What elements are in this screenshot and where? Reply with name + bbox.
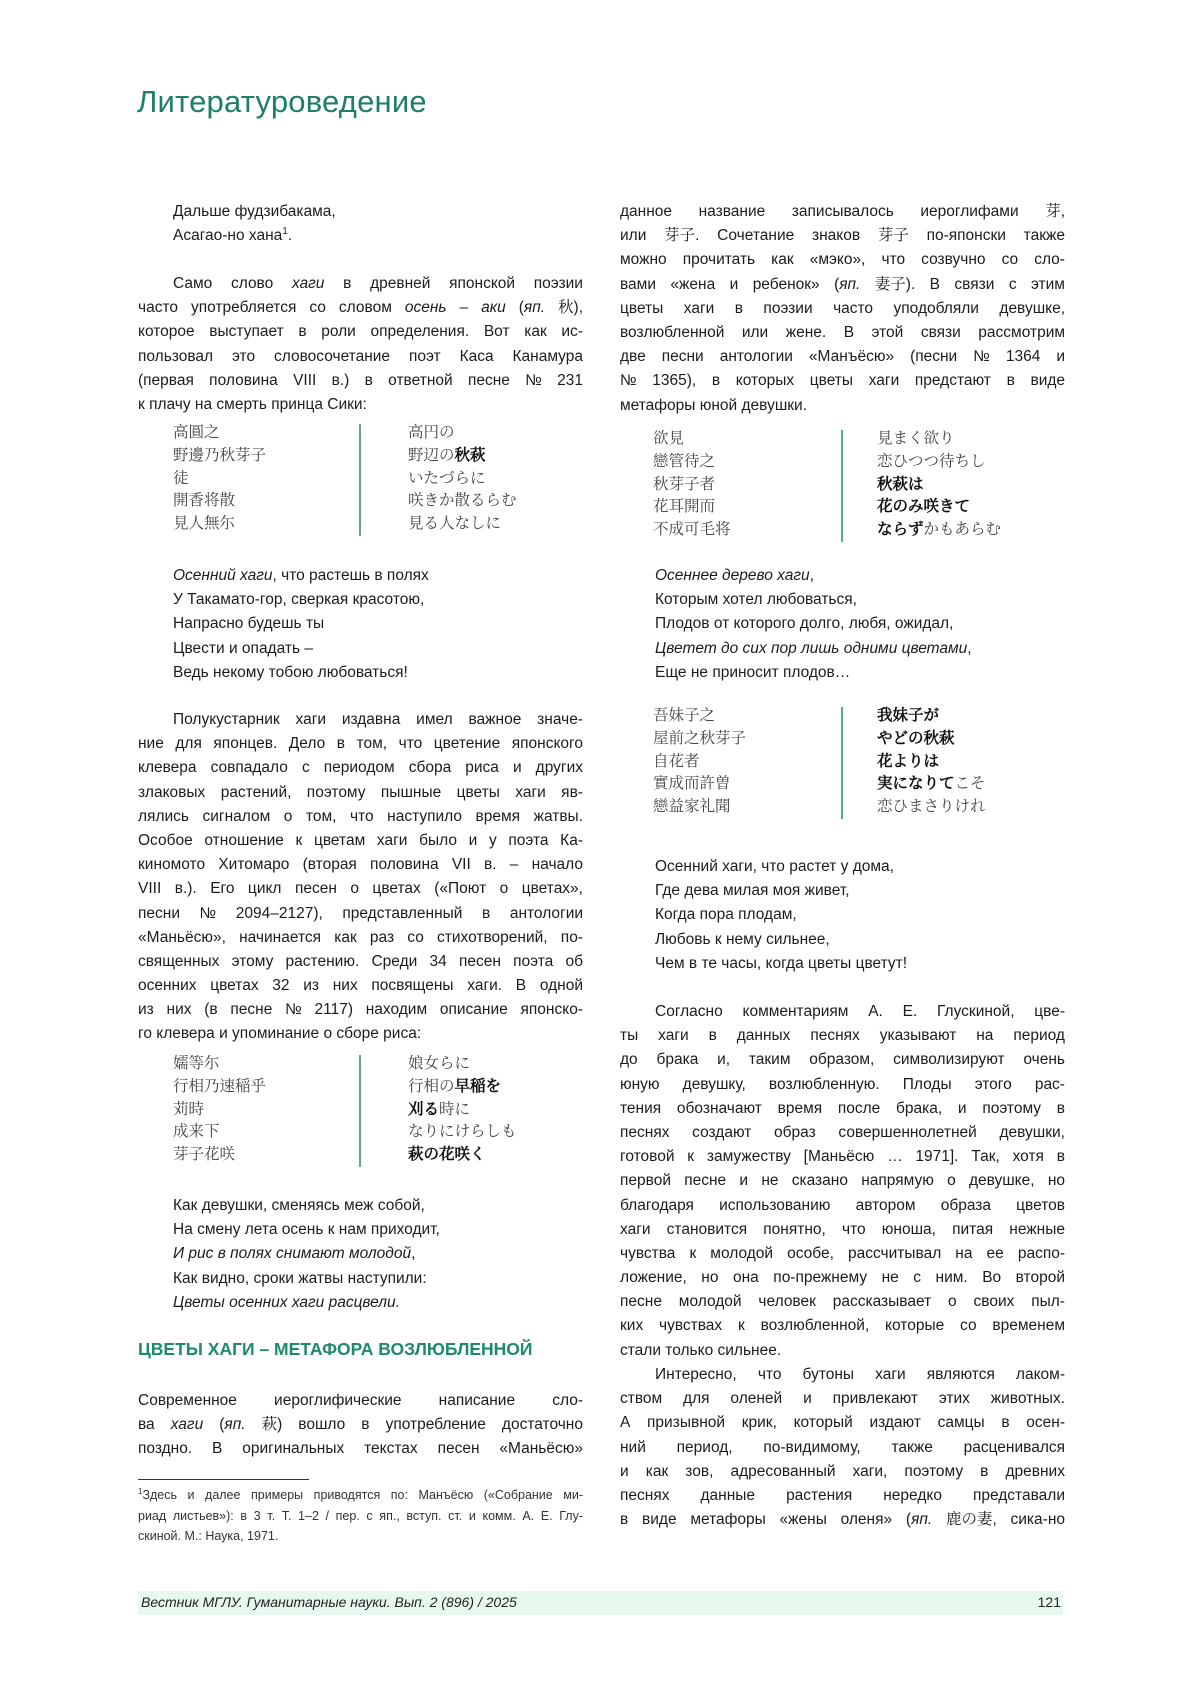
footnote-marker: 1: [138, 1487, 142, 1496]
text-segment: 欲見: [653, 430, 684, 447]
text-segment: священных этому растению. Среди 34 песен поэта об: [138, 953, 583, 970]
text-segment: 秋),: [545, 299, 583, 316]
text-segment: песнях создают образ совершеннолетней девушки,: [620, 1124, 1065, 1141]
text-line: [620, 1073, 1066, 1097]
text-segment: пользовал это словосочетание поэт Каса Канамура: [138, 348, 583, 365]
text-line: [173, 612, 584, 636]
text-line: [138, 296, 584, 320]
text-line: [138, 393, 584, 417]
text-segment: 咲きか散るらむ: [408, 492, 517, 509]
text-line: [138, 998, 584, 1022]
text-line: [620, 369, 1066, 393]
text-line: [655, 612, 1066, 636]
italic-text: Осеннее дерево хаги: [655, 567, 810, 584]
text-line: [655, 637, 1066, 661]
text-segment: благодаря использованию автором образа цветов: [620, 1197, 1065, 1214]
text-segment: ством для оленей и привлекают этих животных.: [620, 1390, 1065, 1407]
text-segment: Дальше фудзибакама,: [173, 203, 336, 220]
italic-text: яп.: [524, 299, 545, 316]
bold-text: ならず: [877, 521, 924, 538]
text-line: [620, 1339, 1066, 1363]
text-segment: к плачу на смерть принца Сики:: [138, 396, 367, 413]
text-line: [173, 513, 266, 536]
text-segment: скиной. М.: Наука, 1971.: [138, 1529, 278, 1543]
column-divider: [359, 1055, 361, 1167]
text-line: [620, 1048, 1066, 1072]
text-line: [653, 705, 746, 728]
text-segment: .: [288, 227, 292, 244]
text-line: [173, 1099, 266, 1122]
text-segment: Само слово: [173, 275, 292, 292]
text-line: [877, 496, 1001, 519]
bold-text: 花のみ咲きて: [877, 498, 970, 515]
text-segment: первой песне и не сказано напрямую о девушке, но: [620, 1172, 1065, 1189]
text-line: [877, 451, 1001, 474]
text-line: [655, 879, 1066, 903]
text-line: [408, 468, 517, 491]
paragraph: [620, 1363, 1066, 1532]
text-line: [173, 1218, 584, 1242]
text-segment: 開香将散: [173, 492, 235, 509]
text-line: [877, 796, 986, 819]
text-line: [408, 445, 517, 468]
text-line: [408, 490, 517, 513]
text-segment: ложение, но она по-прежнему не с ним. Во второй: [620, 1269, 1065, 1286]
text-segment: риад листьев»): в 3 т. Т. 1–2 / пер. с яп., вступ. ст. и комм. А. Е. Глу-: [138, 1509, 583, 1523]
italic-text: Цветет до сих пор лишь одними цветами: [655, 640, 967, 657]
text-line: [138, 272, 584, 296]
text-segment: из них (в песне № 2117) находим описание японско-: [138, 1001, 583, 1018]
text-line: [173, 224, 584, 248]
text-line: [173, 1144, 266, 1167]
text-line: [173, 422, 266, 445]
text-segment: Современное иероглифические написание сло-: [138, 1392, 583, 1409]
poem-translation: [620, 855, 1066, 976]
text-line: [620, 1411, 1066, 1435]
text-line: [173, 588, 584, 612]
bold-text: 実になりて: [877, 775, 955, 792]
text-line: [655, 952, 1066, 976]
text-segment: или 芽子. Сочетание знаков 芽子 по-японски также: [620, 227, 1065, 244]
text-segment: 苅時: [173, 1101, 204, 1118]
text-line: [138, 1485, 584, 1506]
text-line: [620, 1387, 1066, 1411]
italic-text: хаги: [171, 1416, 203, 1433]
page-number: 121: [1038, 1594, 1061, 1610]
kanji-reading-column: [408, 422, 517, 536]
poem-translation: [138, 564, 584, 685]
text-segment: вами «жена и ребенок» (: [620, 276, 839, 293]
text-line: [173, 1053, 266, 1076]
text-segment: Чем в те часы, когда цветы цветут!: [655, 955, 907, 972]
italic-text: яп.: [224, 1416, 245, 1433]
poem-translation: [620, 564, 1066, 685]
text-line: [620, 1484, 1066, 1508]
text-line: [138, 926, 584, 950]
poem-translation: [138, 1194, 584, 1315]
text-line: [138, 369, 584, 393]
text-segment: Интересно, что бутоны хаги являются лаком-: [655, 1366, 1065, 1383]
text-segment: которое выступает в роли определения. Вот как ис-: [138, 323, 583, 340]
bold-text: やどの秋萩: [877, 730, 955, 747]
bold-text: 早稲を: [455, 1078, 502, 1095]
italic-text: Осенний хаги: [173, 567, 273, 584]
text-segment: клевера совпадало с периодом сбора риса и других: [138, 759, 583, 776]
text-line: [653, 496, 731, 519]
text-segment: и как зов, адресованный хаги, поэтому в древних: [620, 1463, 1065, 1480]
text-segment: Еще не приносит плодов…: [655, 664, 850, 681]
text-line: [620, 1169, 1066, 1193]
text-line: [877, 751, 986, 774]
text-line: [173, 1121, 266, 1144]
text-line: [620, 345, 1066, 369]
text-line: [877, 519, 1001, 542]
text-line: [138, 829, 584, 853]
text-line: [138, 708, 584, 732]
text-segment: Любовь к нему сильнее,: [655, 931, 830, 948]
bold-text: 我妹子が: [877, 707, 939, 724]
text-line: [620, 1024, 1066, 1048]
text-line: [620, 224, 1066, 248]
page-footer: [138, 1591, 1063, 1615]
text-segment: 高円の: [408, 424, 455, 441]
italic-text: яп.: [911, 1511, 932, 1528]
text-segment: Напрасно будешь ты: [173, 615, 324, 632]
bold-text: 秋萩: [455, 447, 486, 464]
text-segment: 野邊乃秋芽子: [173, 447, 266, 464]
kanji-original-column: [173, 1053, 266, 1167]
kanji-reading-column: [408, 1053, 517, 1167]
text-segment: 鹿の妻, сика-но: [932, 1511, 1065, 1528]
text-line: [138, 1022, 584, 1046]
text-segment: метафоры юной девушки.: [620, 397, 807, 414]
text-segment: осенних цветах 32 из них посвящены хаги. В одной: [138, 977, 583, 994]
column-divider: [841, 430, 843, 542]
text-segment: Как видно, сроки жатвы наступили:: [173, 1270, 427, 1287]
text-segment: часто употребляется со словом: [138, 299, 405, 316]
text-line: [138, 732, 584, 756]
text-segment: У Такамато-гор, сверкая красотою,: [173, 591, 424, 608]
text-segment: 不成可毛将: [653, 521, 731, 538]
text-segment: 秋芽子者: [653, 476, 715, 493]
text-segment: 見まく欲り: [877, 430, 955, 447]
text-segment: Цвести и опадать –: [173, 640, 313, 657]
text-line: [138, 1413, 584, 1437]
text-line: [620, 1290, 1066, 1314]
text-line: [173, 1291, 584, 1315]
italic-text: хаги: [292, 275, 324, 292]
text-segment: Плодов от которого долго, любя, ожидал,: [655, 615, 953, 632]
text-segment: го клевера и упоминание о сборе риса:: [138, 1025, 421, 1042]
text-line: [877, 728, 986, 751]
text-segment: Асагао-но хана: [173, 227, 282, 244]
text-line: [408, 1076, 517, 1099]
text-segment: ких чувствах к возлюбленной, которые со временем: [620, 1317, 1065, 1334]
text-line: [653, 428, 731, 451]
text-segment: ние для японцев. Дело в том, что цветение японского: [138, 735, 583, 752]
text-line: [620, 1363, 1066, 1387]
kanji-original-column: [653, 428, 731, 542]
text-line: [138, 853, 584, 877]
column-divider: [841, 707, 843, 819]
text-line: [653, 796, 746, 819]
text-line: [620, 1121, 1066, 1145]
text-line: [620, 1314, 1066, 1338]
text-segment: こそ: [955, 775, 986, 792]
text-segment: 高圓之: [173, 424, 220, 441]
text-segment: 見人無尓: [173, 515, 235, 532]
text-line: [877, 705, 986, 728]
footnote: [138, 1485, 584, 1547]
text-segment: Которым хотел любоваться,: [655, 591, 857, 608]
text-line: [138, 1437, 584, 1461]
text-line: [138, 805, 584, 829]
text-line: [408, 1144, 517, 1167]
text-line: [653, 451, 731, 474]
text-line: [173, 564, 584, 588]
text-segment: Ведь некому тобою любоваться!: [173, 664, 408, 681]
text-segment: ты хаги в данных песнях указывают на период: [620, 1027, 1065, 1044]
text-segment: 自花者: [653, 753, 700, 770]
text-segment: злаковых растений, поэтому пышные цветы хаги яв-: [138, 784, 583, 801]
italic-text: осень – аки: [405, 299, 506, 316]
text-line: [173, 637, 584, 661]
footnote-marker: 1: [282, 226, 288, 237]
text-line: [138, 950, 584, 974]
text-segment: в виде метафоры «жены оленя» (: [620, 1511, 911, 1528]
text-segment: возлюбленной или жене. В этой связи рассмотрим: [620, 324, 1065, 341]
text-segment: 實成而許曽: [653, 775, 731, 792]
text-line: [173, 661, 584, 685]
text-line: [655, 588, 1066, 612]
text-segment: поздно. В оригинальных текстах песен «Маньёсю»: [138, 1440, 583, 1457]
text-line: [138, 781, 584, 805]
text-line: [173, 490, 266, 513]
text-line: [620, 1508, 1066, 1532]
text-line: [620, 1242, 1066, 1266]
paragraph: [138, 272, 584, 417]
text-segment: песнях данные растения нередко представали: [620, 1487, 1065, 1504]
text-segment: 戀管待之: [653, 453, 715, 470]
text-line: [653, 728, 746, 751]
text-segment: А призывной крик, который издают самцы в осен-: [620, 1414, 1065, 1431]
section-title: Литературоведение: [137, 84, 427, 120]
text-segment: лялись сигналом о том, что наступило время жатвы.: [138, 808, 583, 825]
text-segment: , что растешь в полях: [273, 567, 429, 584]
text-line: [655, 903, 1066, 927]
text-line: [620, 273, 1066, 297]
text-line: [138, 345, 584, 369]
text-line: [620, 321, 1066, 345]
text-segment: かもあらむ: [924, 521, 1002, 538]
text-line: [653, 519, 731, 542]
text-line: [173, 445, 266, 468]
text-line: [653, 751, 746, 774]
text-line: [620, 297, 1066, 321]
text-line: [138, 320, 584, 344]
text-line: [620, 1000, 1066, 1024]
text-line: [655, 928, 1066, 952]
text-segment: Здесь и далее примеры приводятся по: Манъёсю («Собрание ми-: [142, 1488, 583, 1502]
text-segment: いたづらに: [408, 470, 486, 487]
text-segment: 野辺の: [408, 447, 455, 464]
text-segment: 吾妹子之: [653, 707, 715, 724]
text-line: [653, 773, 746, 796]
paragraph: [138, 1389, 584, 1462]
text-segment: песни № 2094–2127), представленный в антологии: [138, 905, 583, 922]
text-segment: Полукустарник хаги издавна имел важное значе-: [173, 711, 583, 728]
text-segment: хаги становится понятно, что юноша, питая нежные: [620, 1221, 1065, 1238]
text-line: [620, 1145, 1066, 1169]
text-line: [620, 1460, 1066, 1484]
text-segment: готовой к замужеству [Маньёсю … 1971]. Так, хотя в: [620, 1148, 1065, 1165]
text-line: [620, 1436, 1066, 1460]
text-line: [877, 428, 1001, 451]
text-line: [620, 1194, 1066, 1218]
kanji-original-column: [653, 705, 746, 819]
paragraph: [620, 1000, 1066, 1363]
text-segment: 恋ひまさりけれ: [877, 798, 986, 815]
text-line: [655, 855, 1066, 879]
journal-title: Вестник МГЛУ. Гуманитарные науки. Вып. 2 (896) / 2025: [141, 1594, 517, 1610]
text-segment: можно прочитать как «мэко», что созвучно со сло-: [620, 251, 1065, 268]
text-line: [173, 468, 266, 491]
bold-text: 萩の花咲く: [408, 1146, 486, 1163]
text-segment: 行相の: [408, 1078, 455, 1095]
text-line: [408, 1121, 517, 1144]
text-segment: 嬬等尓: [173, 1055, 220, 1072]
text-segment: На смену лета осень к нам приходит,: [173, 1221, 440, 1238]
text-segment: цветы хаги в поэзии часто уподобляли девушке,: [620, 300, 1065, 317]
text-line: [138, 902, 584, 926]
text-segment: песне молодой человек рассказывает о своих пыл-: [620, 1293, 1065, 1310]
italic-text: яп.: [839, 276, 860, 293]
text-segment: киномото Хитомаро (вторая половина VII в. – начало: [138, 856, 583, 873]
bold-text: 花よりは: [877, 753, 939, 770]
text-segment: Осенний хаги, что растет у дома,: [655, 858, 894, 875]
text-segment: Когда пора плодам,: [655, 906, 797, 923]
text-line: [620, 1097, 1066, 1121]
text-segment: Как девушки, сменяясь меж собой,: [173, 1197, 425, 1214]
text-line: [620, 1218, 1066, 1242]
text-segment: 成来下: [173, 1123, 220, 1140]
text-segment: (: [203, 1416, 224, 1433]
text-line: [653, 474, 731, 497]
text-segment: две песни антологии «Манъёсю» (песни № 1364 и: [620, 348, 1065, 365]
text-segment: в древней японской поэзии: [324, 275, 583, 292]
text-segment: 見る人なしに: [408, 515, 501, 532]
text-segment: 芽子花咲: [173, 1146, 235, 1163]
text-segment: Согласно комментариям А. Е. Глускиной, цве-: [655, 1003, 1065, 1020]
text-segment: 行相乃速稲乎: [173, 1078, 266, 1095]
text-segment: до брака и, таким образом, символизируют очень: [620, 1051, 1065, 1068]
text-line: [138, 1526, 584, 1547]
italic-text: И рис в полях снимают молодой: [173, 1245, 411, 1262]
section-heading: ЦВЕТЫ ХАГИ – МЕТАФОРА ВОЗЛЮБЛЕННОЙ: [138, 1339, 584, 1360]
text-line: [173, 200, 584, 224]
paragraph: [138, 708, 584, 1047]
text-segment: тения обозначают время после брака, и поэтому в: [620, 1100, 1065, 1117]
text-segment: 戀益家礼聞: [653, 798, 731, 815]
text-segment: стали только сильнее.: [620, 1342, 781, 1359]
text-segment: ва: [138, 1416, 171, 1433]
text-segment: VIII в.). Его цикл песен о цветах («Поют о цветах»,: [138, 880, 583, 897]
footnote-divider: [138, 1479, 309, 1480]
poem-excerpt: [138, 200, 584, 248]
text-line: [620, 394, 1066, 418]
text-line: [138, 1389, 584, 1413]
bold-text: 秋萩は: [877, 476, 924, 493]
text-line: [408, 513, 517, 536]
kanji-reading-column: [877, 705, 986, 819]
text-segment: 花耳開而: [653, 498, 715, 515]
paragraph: [620, 200, 1066, 418]
text-segment: № 1365), в которых цветы хаги предстают в виде: [620, 372, 1065, 389]
text-line: [877, 773, 986, 796]
italic-text: Цветы осенних хаги расцвели.: [173, 1294, 400, 1311]
text-segment: ,: [411, 1245, 415, 1262]
column-divider: [359, 424, 361, 536]
text-line: [173, 1076, 266, 1099]
text-line: [655, 564, 1066, 588]
text-line: [138, 756, 584, 780]
text-line: [620, 1266, 1066, 1290]
text-line: [138, 974, 584, 998]
kanji-original-column: [173, 422, 266, 536]
text-segment: чувства к молодой особе, рассчитывал на ее распо-: [620, 1245, 1065, 1262]
text-line: [877, 474, 1001, 497]
text-segment: юную девушку, возлюбленную. Плоды этого рас-: [620, 1076, 1065, 1093]
text-line: [655, 661, 1066, 685]
text-segment: 娘女らに: [408, 1055, 470, 1072]
text-segment: «Маньёсю», начинается как раз со стихотворений, по-: [138, 929, 583, 946]
text-segment: 恋ひつつ待ちし: [877, 453, 986, 470]
text-line: [408, 1099, 517, 1122]
text-segment: Особое отношение к цветам хаги было и у поэта Ка-: [138, 832, 583, 849]
text-segment: 徒: [173, 470, 189, 487]
text-line: [138, 1506, 584, 1527]
text-line: [138, 877, 584, 901]
text-line: [173, 1194, 584, 1218]
kanji-reading-column: [877, 428, 1001, 542]
text-segment: (: [506, 299, 524, 316]
bold-text: 刈る: [408, 1101, 439, 1118]
text-line: [173, 1242, 584, 1266]
text-line: [620, 200, 1066, 224]
text-segment: ,: [967, 640, 971, 657]
text-segment: なりにけらしも: [408, 1123, 517, 1140]
text-line: [173, 1267, 584, 1291]
text-segment: ,: [810, 567, 814, 584]
text-segment: данное название записывалось иероглифами 芽,: [620, 203, 1065, 220]
text-segment: 時に: [439, 1101, 470, 1118]
text-segment: 妻子). В связи с этим: [860, 276, 1065, 293]
text-segment: 屋前之秋芽子: [653, 730, 746, 747]
text-segment: ний период, по-видимому, также расценивался: [620, 1439, 1065, 1456]
text-line: [408, 1053, 517, 1076]
text-line: [620, 248, 1066, 272]
text-segment: (первая половина VIII в.) в ответной песне № 231: [138, 372, 583, 389]
text-segment: Где дева милая моя живет,: [655, 882, 850, 899]
text-segment: 萩) вошло в употребление достаточно: [246, 1416, 583, 1433]
text-line: [408, 422, 517, 445]
